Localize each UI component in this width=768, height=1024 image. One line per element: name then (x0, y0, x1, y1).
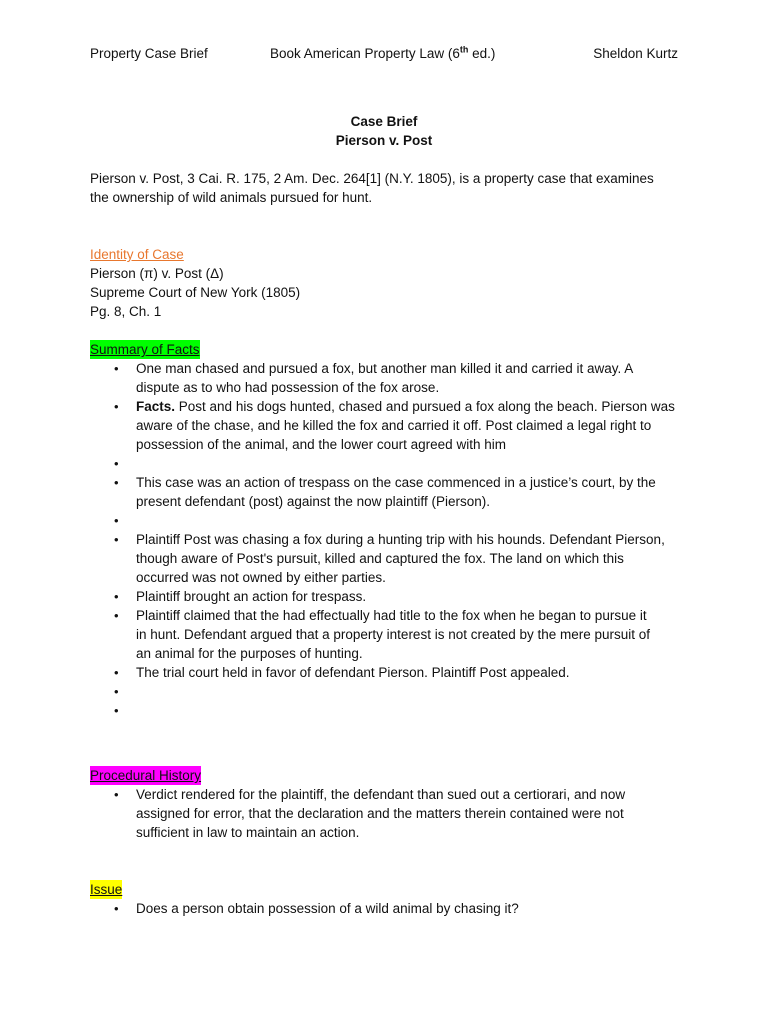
bullet-dot: • (114, 589, 119, 604)
facts-section (90, 340, 690, 720)
bullet-dot: • (114, 456, 119, 471)
title-line-2: Pierson v. Post (335, 133, 433, 148)
header-book-prefix: Book American Property Law (6 (270, 46, 460, 61)
bullet-line: Verdict rendered for the plaintiff, the defendant than sued out a certiorari, and now (136, 787, 626, 802)
bullet-line: Plaintiff brought an action for trespass. (136, 589, 367, 604)
bullet-dot: • (114, 532, 119, 547)
bullet-dot: • (114, 475, 119, 490)
bullet-item (90, 899, 690, 918)
bullet-dot: • (114, 665, 119, 680)
bullet-dot: • (114, 684, 119, 699)
identity-line-court: Supreme Court of New York (1805) (90, 285, 301, 300)
bullet-line: The trial court held in favor of defendant Pierson. Plaintiff Post appealed. (136, 665, 570, 680)
bullet-line: though aware of Post's pursuit, killed and captured the fox. The land on which this (136, 551, 624, 566)
issue-section (90, 880, 690, 918)
bullet-line: Does a person obtain possession of a wild animal by chasing it? (136, 901, 519, 916)
bullet-line (136, 397, 690, 416)
bullet-line: This case was an action of trespass on the case commenced in a justice’s court, by the (136, 475, 656, 490)
page-header (90, 46, 678, 66)
bullet-line: present defendant (post) against the now plaintiff (Pierson). (136, 494, 490, 509)
bullet-dot: • (114, 608, 119, 623)
bullet-item (90, 511, 690, 530)
header-author: Sheldon Kurtz (593, 46, 678, 61)
bullet-item (90, 454, 690, 473)
bullet-dot: • (114, 399, 119, 414)
facts-list (90, 359, 690, 720)
issue-heading: Issue (90, 882, 123, 897)
bullet-dot: • (114, 361, 119, 376)
bullet-item (90, 530, 690, 587)
bullet-dot: • (114, 901, 119, 916)
bullet-dot: • (114, 513, 119, 528)
bullet-line: assigned for error, that the declaration and the matters therein contained were not (136, 806, 624, 821)
bullet-line: aware of the chase, and he killed the fox and carried it off. Post claimed a legal right to (136, 418, 652, 433)
bullet-item (90, 587, 690, 606)
procedural-list (90, 785, 690, 842)
header-left: Property Case Brief (90, 46, 208, 61)
facts-heading: Summary of Facts (90, 342, 200, 357)
header-book-suffix: ed.) (468, 46, 496, 61)
bullet-dot: • (114, 703, 119, 718)
bullet-item (90, 397, 690, 454)
bullet-item (90, 701, 690, 720)
identity-heading: Identity of Case (90, 247, 184, 262)
bullet-line: Plaintiff claimed that the had effectually had title to the fox when he began to pursue it (136, 608, 647, 623)
bullet-item (90, 785, 690, 842)
bullet-bold-lead: Facts. (136, 399, 176, 414)
title-line-1: Case Brief (350, 114, 418, 129)
intro-line-1: Pierson v. Post, 3 Cai. R. 175, 2 Am. Dec. 264[1] (N.Y. 1805), is a property case that examines (90, 171, 654, 186)
bullet-item (90, 663, 690, 682)
bullet-line: occurred was not owned by either parties. (136, 570, 386, 585)
bullet-line: possession of the animal, and the lower court agreed with him (136, 437, 506, 452)
bullet-item (90, 682, 690, 701)
header-book-title (270, 46, 495, 61)
bullet-line-text: Post and his dogs hunted, chased and pursued a fox along the beach. Pierson was (175, 399, 675, 414)
bullet-line: in hunt. Defendant argued that a property interest is not created by the mere pursuit of (136, 627, 651, 642)
bullet-line: Plaintiff Post was chasing a fox during a hunting trip with his hounds. Defendant Pierson, (136, 532, 665, 547)
intro-paragraph (90, 169, 680, 207)
issue-list (90, 899, 690, 918)
bullet-line: an animal for the purposes of hunting. (136, 646, 363, 661)
bullet-line: One man chased and pursued a fox, but another man killed it and carried it away. A (136, 361, 634, 376)
bullet-line: sufficient in law to maintain an action. (136, 825, 360, 840)
header-book-sup: th (459, 44, 469, 55)
procedural-heading: Procedural History (90, 768, 202, 783)
brief-title (0, 112, 768, 150)
identity-line-parties: Pierson (π) v. Post (Δ) (90, 266, 224, 281)
intro-line-2: the ownership of wild animals pursued for hunt. (90, 190, 373, 205)
bullet-line: dispute as to who had possession of the fox arose. (136, 380, 440, 395)
identity-section (90, 245, 690, 321)
bullet-dot: • (114, 787, 119, 802)
procedural-section (90, 766, 690, 842)
bullet-item (90, 473, 690, 511)
bullet-item (90, 359, 690, 397)
identity-line-page: Pg. 8, Ch. 1 (90, 304, 162, 319)
bullet-item (90, 606, 690, 663)
